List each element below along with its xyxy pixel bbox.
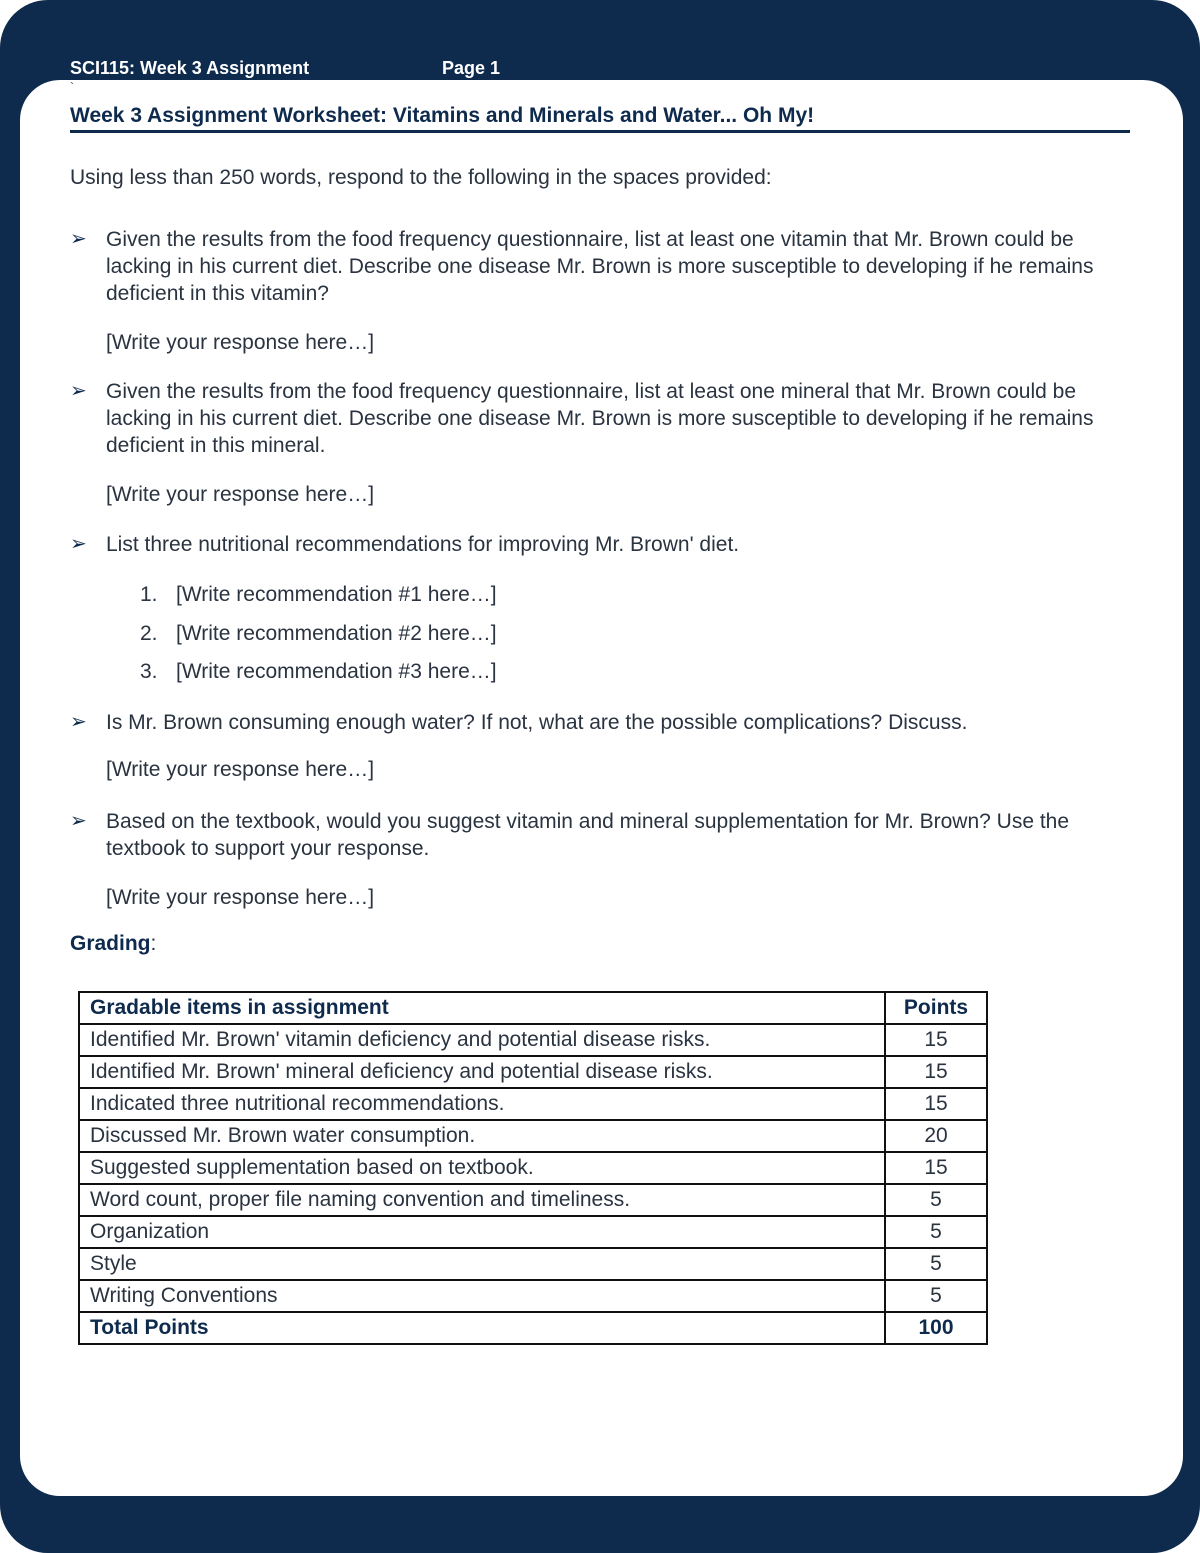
document-title: Week 3 Assignment Worksheet: Vitamins and Minerals and Water... Oh My! xyxy=(70,104,1130,133)
points-cell: 5 xyxy=(885,1184,987,1216)
column-header-items: Gradable items in assignment xyxy=(79,992,885,1024)
column-header-points: Points xyxy=(885,992,987,1024)
item-cell: Identified Mr. Brown' mineral deficiency and potential disease risks. xyxy=(79,1056,885,1088)
header-title: SCI115: Week 3 Assignment xyxy=(70,58,310,78)
item-cell: Indicated three nutritional recommendations. xyxy=(79,1088,885,1120)
list-number: 2. xyxy=(140,622,158,645)
table-row xyxy=(79,1152,987,1184)
recommendation-3[interactable] xyxy=(140,660,497,684)
total-row xyxy=(79,1312,987,1344)
response-placeholder-1[interactable]: [Write your response here…] xyxy=(106,331,375,354)
table-row xyxy=(79,1056,987,1088)
header-page-number: Page 1 xyxy=(442,58,501,78)
table-row xyxy=(79,1120,987,1152)
item-cell: Organization xyxy=(79,1216,885,1248)
instructions: Using less than 250 words, respond to the following in the spaces provided: xyxy=(70,166,772,189)
arrow-bullet-icon: ➢ xyxy=(70,380,87,402)
points-cell: 5 xyxy=(885,1280,987,1312)
grading-colon: : xyxy=(150,932,157,955)
table-row xyxy=(79,1280,987,1312)
table-row xyxy=(79,1024,987,1056)
recommendation-2[interactable] xyxy=(140,622,497,646)
stray-mark: ` xyxy=(70,80,74,94)
points-cell: 5 xyxy=(885,1248,987,1280)
arrow-bullet-icon: ➢ xyxy=(70,228,87,250)
recommendation-text: [Write recommendation #1 here…] xyxy=(176,583,497,606)
recommendation-1[interactable] xyxy=(140,583,497,607)
list-number: 1. xyxy=(140,583,158,606)
question-text: Given the results from the food frequency questionnaire, list at least one vitamin that Mr. Brown could be lacking in his current diet. Describe one disease Mr. Brown is more susceptible to developing if he remains deficient in this vitamin? xyxy=(106,228,1094,305)
grading-heading xyxy=(70,932,156,956)
response-placeholder-5[interactable]: [Write your response here…] xyxy=(106,886,375,909)
question-text: Is Mr. Brown consuming enough water? If not, what are the possible complications? Discuss. xyxy=(106,711,968,734)
table-row xyxy=(79,1088,987,1120)
points-cell: 15 xyxy=(885,1088,987,1120)
table-row xyxy=(79,1216,987,1248)
question-5 xyxy=(70,808,1130,862)
points-cell: 15 xyxy=(885,1056,987,1088)
item-cell: Suggested supplementation based on textbook. xyxy=(79,1152,885,1184)
item-cell: Identified Mr. Brown' vitamin deficiency and potential disease risks. xyxy=(79,1024,885,1056)
total-points: 100 xyxy=(885,1312,987,1344)
table-row xyxy=(79,1184,987,1216)
recommendation-text: [Write recommendation #2 here…] xyxy=(176,622,497,645)
grading-label: Grading xyxy=(70,932,151,955)
response-placeholder-4[interactable]: [Write your response here…] xyxy=(106,758,375,781)
grading-table xyxy=(78,991,988,1345)
points-cell: 5 xyxy=(885,1216,987,1248)
question-text: List three nutritional recommendations for improving Mr. Brown' diet. xyxy=(106,533,740,556)
list-number: 3. xyxy=(140,660,158,683)
question-4 xyxy=(70,709,1130,736)
response-placeholder-2[interactable]: [Write your response here…] xyxy=(106,483,375,506)
arrow-bullet-icon: ➢ xyxy=(70,533,87,555)
points-cell: 15 xyxy=(885,1152,987,1184)
question-text: Given the results from the food frequency questionnaire, list at least one mineral that Mr. Brown could be lacking in his current diet. Describe one disease Mr. Brown is more susceptible to developing if he remains deficient in this mineral. xyxy=(106,380,1094,457)
table-header-row xyxy=(79,992,987,1024)
item-cell: Discussed Mr. Brown water consumption. xyxy=(79,1120,885,1152)
points-cell: 15 xyxy=(885,1024,987,1056)
item-cell: Word count, proper file naming convention and timeliness. xyxy=(79,1184,885,1216)
question-text: Based on the textbook, would you suggest vitamin and mineral supplementation for Mr. Brown? Use the textbook to support your response. xyxy=(106,810,1070,860)
total-label: Total Points xyxy=(79,1312,885,1344)
question-1 xyxy=(70,226,1130,307)
recommendation-text: [Write recommendation #3 here…] xyxy=(176,660,497,683)
item-cell: Style xyxy=(79,1248,885,1280)
item-cell: Writing Conventions xyxy=(79,1280,885,1312)
question-3 xyxy=(70,531,1130,558)
points-cell: 20 xyxy=(885,1120,987,1152)
arrow-bullet-icon: ➢ xyxy=(70,711,87,733)
table-row xyxy=(79,1248,987,1280)
question-2 xyxy=(70,378,1130,459)
arrow-bullet-icon: ➢ xyxy=(70,810,87,832)
document-sheet xyxy=(20,80,1183,1496)
